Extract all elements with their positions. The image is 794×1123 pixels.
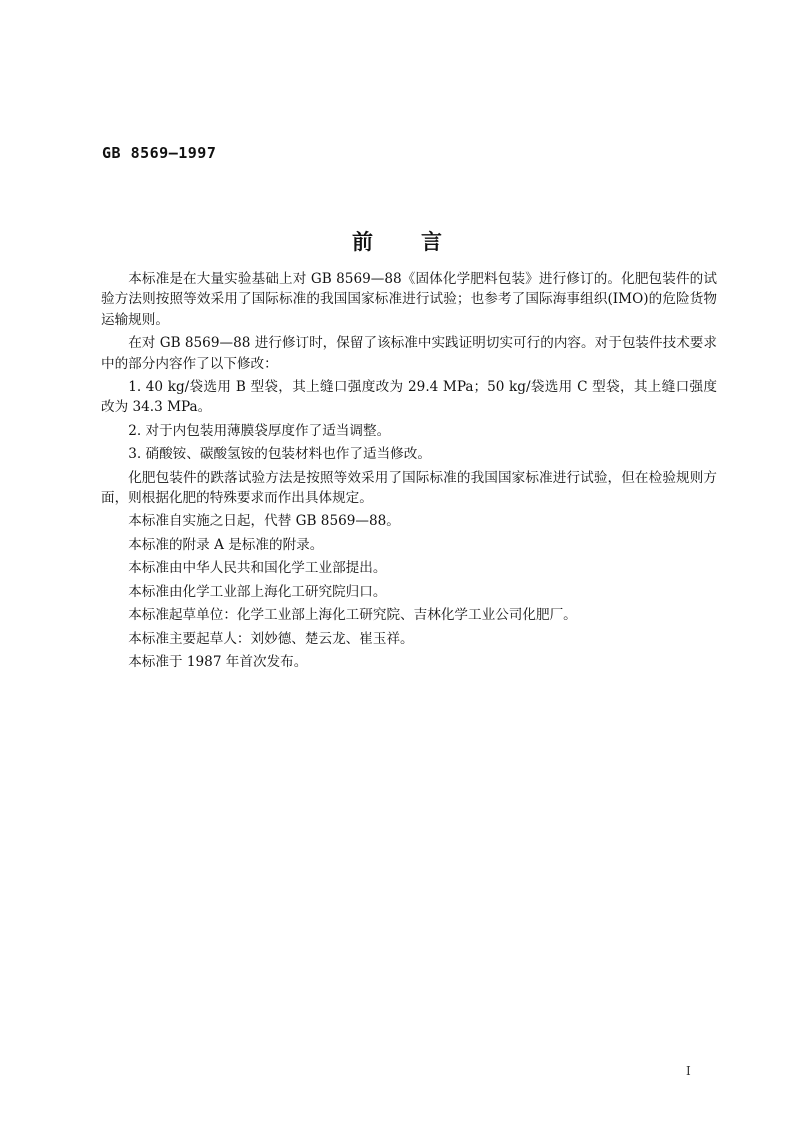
paragraph-proposed-by: 本标准由中华人民共和国化学工业部提出。 bbox=[128, 560, 387, 577]
paragraph-revision: 在对 GB 8569—88 进行修订时，保留了该标准中实践证明切实可行的内容。对于包装件技术要求中的部分内容作了以下修改： bbox=[101, 335, 717, 372]
paragraph-intro: 本标准是在大量实验基础上对 GB 8569—88《固体化学肥料包装》进行修订的。化肥包装件的试验方法则按照等效采用了国际标准的我国国家标准进行试验；也参考了国际海事组织(IMO)的危险货物运输规则。 bbox=[101, 271, 717, 328]
title-char-1: 前 bbox=[352, 230, 373, 254]
paragraph-drop-test: 化肥包装件的跌落试验方法是按照等效采用了国际标准的我国国家标准进行试验，但在检验规则方面，则根据化肥的特殊要求而作出具体规定。 bbox=[101, 469, 717, 507]
list-item-1: 1. 40 kg/袋选用 B 型袋，其上缝口强度改为 29.4 MPa；50 kg/袋选用 C 型袋，其上缝口强度改为 34.3 MPa。 bbox=[101, 379, 717, 416]
paragraph-drafting-unit: 本标准起草单位：化学工业部上海化工研究院、吉林化学工业公司化肥厂。 bbox=[128, 607, 577, 624]
list-item-2: 2. 对于内包装用薄膜袋厚度作了适当调整。 bbox=[128, 422, 391, 439]
paragraph-appendix: 本标准的附录 A 是标准的附录。 bbox=[128, 536, 324, 553]
paragraph-first-issued: 本标准于 1987 年首次发布。 bbox=[128, 653, 308, 670]
paragraph-managed-by: 本标准由化学工业部上海化工研究院归口。 bbox=[128, 583, 387, 600]
page-title bbox=[0, 226, 794, 256]
paragraph-drafters: 本标准主要起草人：刘妙德、楚云龙、崔玉祥。 bbox=[128, 630, 414, 647]
standard-code: GB 8569—1997 bbox=[102, 144, 217, 162]
foreword-body bbox=[101, 269, 717, 675]
title-char-2: 言 bbox=[421, 230, 442, 254]
paragraph-replaces: 本标准自实施之日起，代替 GB 8569—88。 bbox=[128, 513, 400, 530]
list-item-3: 3. 硝酸铵、碳酸氢铵的包装材料也作了适当修改。 bbox=[128, 446, 431, 463]
page-number: I bbox=[686, 1064, 691, 1078]
